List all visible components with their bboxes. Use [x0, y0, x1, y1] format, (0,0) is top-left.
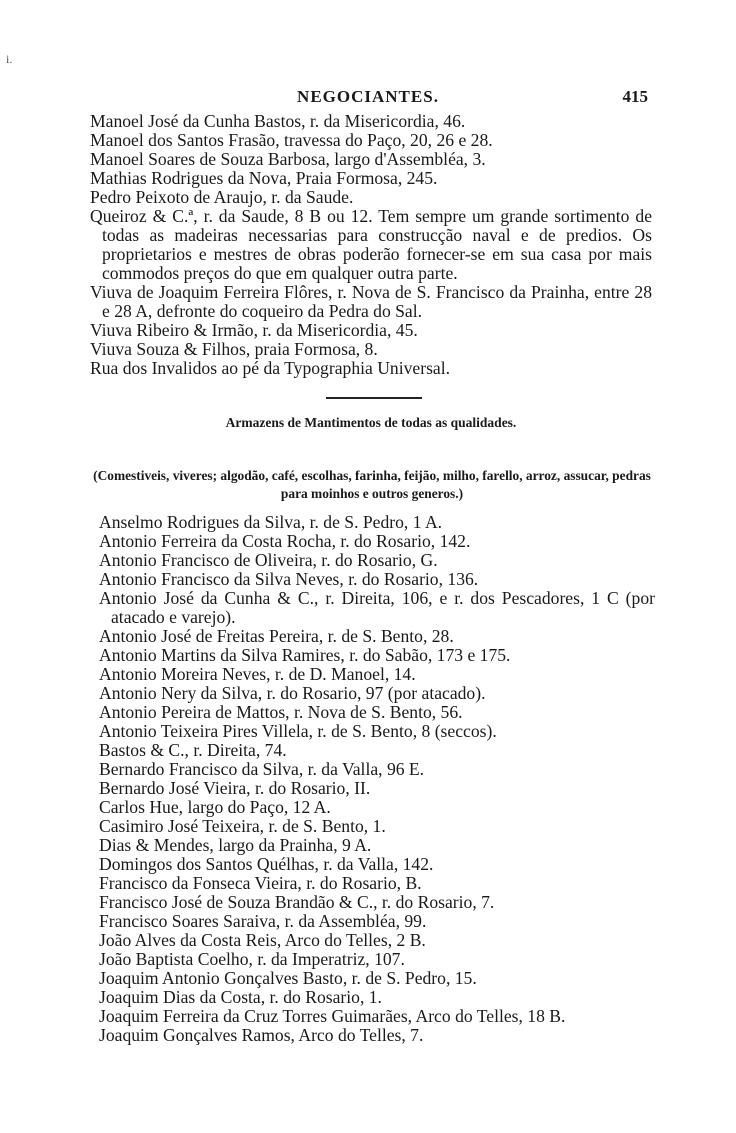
list-item: Bernardo Francisco da Silva, r. da Valla, 96 E.: [99, 759, 425, 779]
list-item: Antonio Nery da Silva, r. do Rosario, 97 (por atacado).: [99, 683, 486, 703]
list-item: Manoel dos Santos Frasão, travessa do Paço, 20, 26 e 28.: [90, 130, 493, 150]
list-item: João Alves da Costa Reis, Arco do Telles, 2 B.: [99, 930, 426, 950]
list-item: Joaquim Dias da Costa, r. do Rosario, 1.: [99, 987, 382, 1007]
list-item: Antonio Pereira de Mattos, r. Nova de S. Bento, 56.: [99, 702, 463, 722]
entries-armazens: [99, 513, 655, 1045]
section-subheading: (Comestiveis, viveres; algodão, café, escolhas, farinha, feijão, milho, farello, arroz, assucar, pedras para moinhos e outros generos.): [93, 468, 651, 501]
list-item: Antonio Martins da Silva Ramires, r. do Sabão, 173 e 175.: [99, 645, 511, 665]
list-item: Francisco da Fonseca Vieira, r. do Rosario, B.: [99, 873, 422, 893]
list-item: Antonio Francisco da Silva Neves, r. do Rosario, 136.: [99, 569, 479, 589]
list-item: Antonio Moreira Neves, r. de D. Manoel, 14.: [99, 664, 416, 684]
page-title: NEGOCIANTES.: [297, 87, 439, 106]
list-item: Francisco Soares Saraiva, r. da Assembléa, 99.: [99, 911, 427, 931]
list-item: Joaquim Gonçalves Ramos, Arco do Telles, 7.: [99, 1025, 424, 1045]
list-item: Antonio Ferreira da Costa Rocha, r. do Rosario, 142.: [99, 531, 471, 551]
list-item: Domingos dos Santos Quélhas, r. da Valla, 142.: [99, 854, 434, 874]
list-item: Antonio Francisco de Oliveira, r. do Rosario, G.: [99, 550, 438, 570]
list-item: Viuva Ribeiro & Irmão, r. da Misericordia, 45.: [90, 320, 418, 340]
list-item: Anselmo Rodrigues da Silva, r. de S. Pedro, 1 A.: [99, 512, 443, 532]
list-item: Viuva de Joaquim Ferreira Flôres, r. Nova de S. Francisco da Prainha, entre 28 e 28 A, defronte do coqueiro da Pedra do Sal.: [90, 282, 652, 321]
list-item: Viuva Souza & Filhos, praia Formosa, 8.: [90, 339, 378, 359]
list-item: Carlos Hue, largo do Paço, 12 A.: [99, 797, 331, 817]
section-heading: Armazens de Mantimentos de todas as qualidades.: [225, 415, 517, 430]
section-divider: [326, 397, 422, 399]
list-item: Joaquim Antonio Gonçalves Basto, r. de S. Pedro, 15.: [99, 968, 477, 988]
list-item: Antonio José de Freitas Pereira, r. de S. Bento, 28.: [99, 626, 454, 646]
list-item: Pedro Peixoto de Araujo, r. da Saude.: [90, 187, 354, 207]
list-item: Joaquim Ferreira da Cruz Torres Guimarães, Arco do Telles, 18 B.: [99, 1006, 566, 1026]
list-item: Casimiro José Teixeira, r. de S. Bento, 1.: [99, 816, 386, 836]
page-number: 415: [622, 87, 648, 106]
list-item: Antonio José da Cunha & C., r. Direita, 106, e r. dos Pescadores, 1 C (por atacado e varejo).: [99, 588, 655, 627]
list-item: Manoel José da Cunha Bastos, r. da Misericordia, 46.: [90, 111, 466, 131]
entries-negociantes: [90, 112, 652, 378]
list-item: Mathias Rodrigues da Nova, Praia Formosa, 245.: [90, 168, 438, 188]
list-item: Bastos & C., r. Direita, 74.: [99, 740, 287, 760]
margin-mark: i.: [6, 52, 13, 66]
list-item: Dias & Mendes, largo da Prainha, 9 A.: [99, 835, 372, 855]
list-item: João Baptista Coelho, r. da Imperatriz, 107.: [99, 949, 405, 969]
list-item: Queiroz & C.ª, r. da Saude, 8 B ou 12. Tem sempre um grande sortimento de todas as madeiras necessarias para construcção naval e de predios. Os proprietarios e mestres de obras poderão fornecer-se em sua casa por mais commodos preços do que em qualquer outra parte.: [90, 206, 652, 283]
list-item: Antonio Teixeira Pires Villela, r. de S. Bento, 8 (seccos).: [99, 721, 497, 741]
list-item: Francisco José de Souza Brandão & C., r. do Rosario, 7.: [99, 892, 495, 912]
list-item: Rua dos Invalidos ao pé da Typographia Universal.: [90, 358, 451, 378]
list-item: Bernardo José Vieira, r. do Rosario, II.: [99, 778, 371, 798]
list-item: Manoel Soares de Souza Barbosa, largo d'Assembléa, 3.: [90, 149, 486, 169]
